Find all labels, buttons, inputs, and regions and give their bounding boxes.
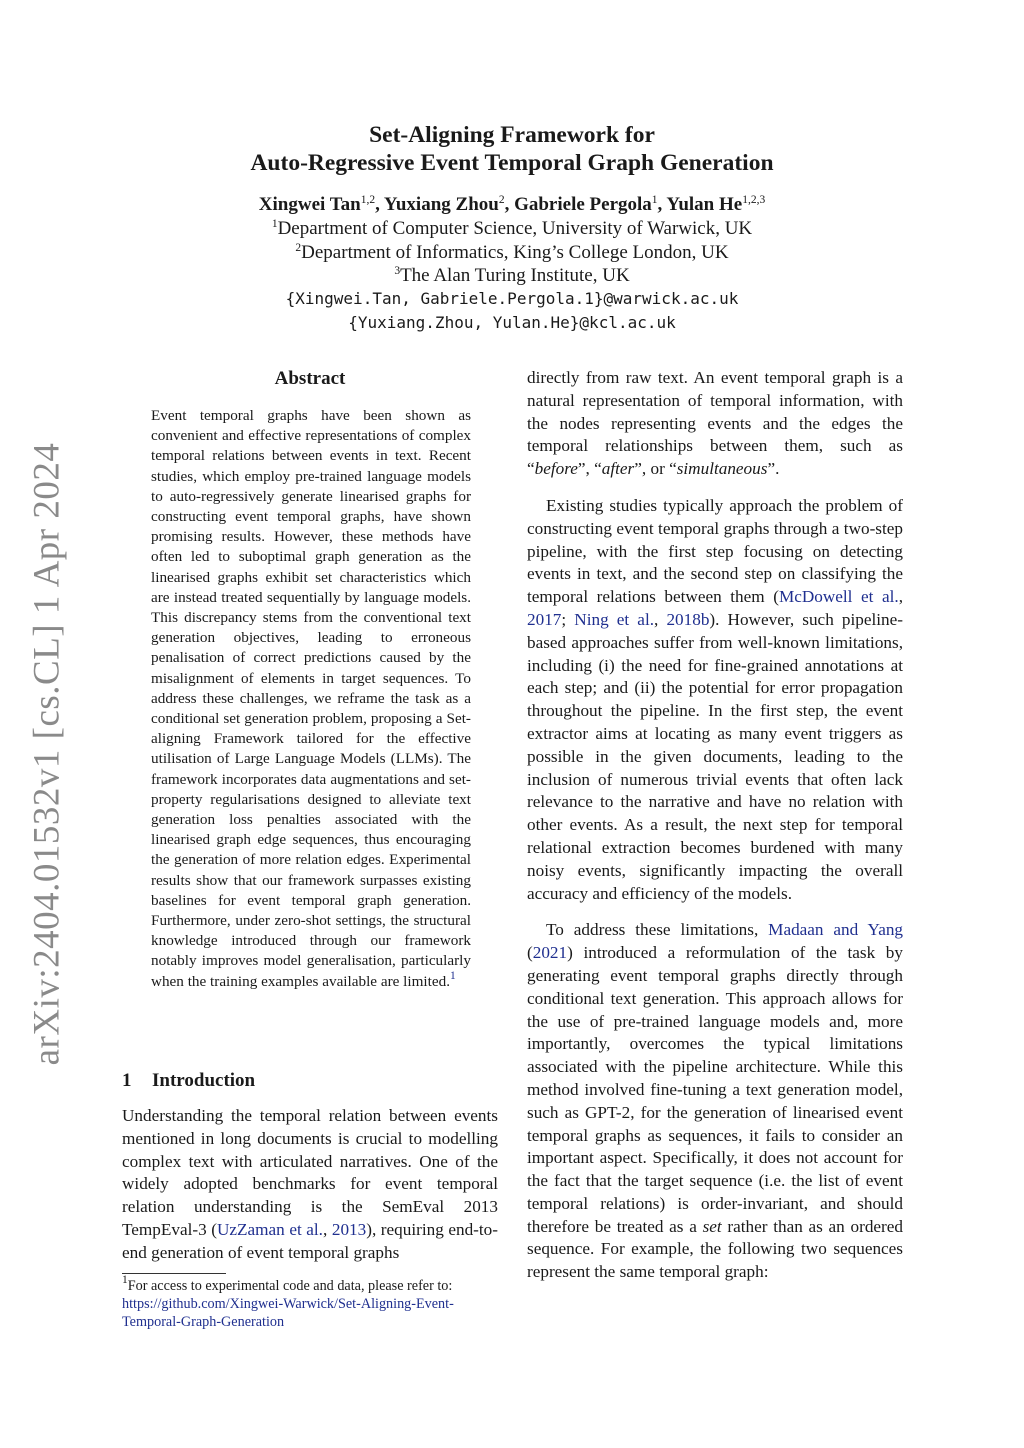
relation-term: after xyxy=(601,459,635,479)
title-line-2: Auto-Regressive Event Temporal Graph Generation xyxy=(250,150,774,176)
paragraph xyxy=(527,919,903,1284)
author-name: Yuxiang Zhou xyxy=(383,194,499,215)
paragraph-text: ), requiring end-to-end generation of event temporal graphs xyxy=(122,1219,498,1262)
affiliation-text: Department of Computer Science, University of Warwick, UK xyxy=(277,218,753,239)
author-separator: , xyxy=(375,194,384,215)
citation-link[interactable]: 2018b xyxy=(666,609,710,629)
intro-paragraph xyxy=(122,1105,498,1265)
affiliation xyxy=(0,264,1024,288)
author-name: Yulan He xyxy=(666,194,743,215)
citation-link[interactable]: 2021 xyxy=(532,943,568,963)
affiliation xyxy=(0,217,1024,241)
paragraph-text: ) introduced a reformulation of the task by generating event temporal graphs directly through conditional text generation. This approach allows for the use of pre-trained language models and, more importantly, overcomes the typical limitations associated with the pipeline architecture. While this method involved fine-tuning a text generation model, such as GPT-2, for the generation of linearised event temporal graphs as sequences, it fails to consider an important aspect. Specifically, it does not account for the fact that the target sequence (i.e. the list of event temporal relations) is order-invariant, and should therefore be treated as a xyxy=(527,943,903,1236)
affiliation xyxy=(0,241,1024,265)
author-list xyxy=(0,193,1024,217)
author-affiliation-mark: 1,2,3 xyxy=(742,194,766,206)
footnote-marker[interactable]: 1 xyxy=(450,969,456,982)
paragraph-text: Existing studies typically approach the problem of constructing event temporal graphs through a two-step pipeline, with the first step focusing on detecting events in text, and the second step on classifying the temporal relations between them ( xyxy=(527,495,903,607)
paragraph-text: ”, or “ xyxy=(634,459,677,479)
affiliation-text: Department of Informatics, King’s College London, UK xyxy=(301,241,729,263)
section-title: Introduction xyxy=(152,1070,256,1091)
paragraph-text: rather than as an ordered sequence. For example, the following two sequences represent the same temporal graph: xyxy=(527,1216,903,1282)
author-separator: , xyxy=(657,194,667,215)
citation-link[interactable]: Ning et al. xyxy=(574,609,655,629)
paragraph xyxy=(527,367,903,481)
email-line: {Xingwei.Tan, Gabriele.Pergola.1}@warwick.ac.uk xyxy=(285,289,739,308)
paragraph-text: ”, “ xyxy=(577,459,602,479)
citation-link[interactable]: 2017 xyxy=(527,609,562,629)
abstract-heading: Abstract xyxy=(274,368,346,389)
affiliation-mark: 2 xyxy=(295,241,302,254)
author-name: Xingwei Tan xyxy=(258,194,361,215)
abstract-body xyxy=(151,406,471,992)
paragraph-text: ”. xyxy=(767,459,780,479)
paragraph-text: , xyxy=(898,587,903,607)
paper-title xyxy=(0,121,1024,177)
right-column xyxy=(527,367,903,1298)
title-line-1: Set-Aligning Framework for xyxy=(369,122,655,148)
paragraph-text: To address these limitations, xyxy=(546,920,769,940)
citation-link[interactable]: Madaan and Yang xyxy=(768,920,904,940)
section-heading xyxy=(122,1070,255,1092)
paragraph-text: , xyxy=(654,609,667,629)
author-affiliation-mark: 2 xyxy=(498,194,505,206)
footnote-text: For access to experimental code and data, please refer to: xyxy=(127,1278,453,1294)
author-affiliation-mark: 1,2 xyxy=(360,194,376,206)
author-affiliation-mark: 1 xyxy=(651,194,658,206)
paragraph xyxy=(527,495,903,905)
affiliation-mark: 1 xyxy=(271,218,278,230)
paragraph-text: ). However, such pipeline-based approaches suffer from well-known limitations, including (i) the need for fine-grained annotations at each step; and (ii) the potential for error propagation throughout the pipeline. In the first step, the event extractor aims at locating as many event triggers as possible in the given documents, leading to the inclusion of numerous trivial events that often lack relevance to the narrative and have no relation with other events. As a result, the next step for temporal relational extraction becomes burdened with many noisy events, significantly impacting the overall accuracy and efficiency of the models. xyxy=(527,609,903,903)
paragraph-text: ; xyxy=(561,609,575,629)
relation-term: simultaneous xyxy=(676,459,768,479)
email-line: {Yuxiang.Zhou, Yulan.He}@kcl.ac.uk xyxy=(348,313,676,332)
footnote-mark: 1 xyxy=(122,1274,128,1286)
author-separator: , xyxy=(504,194,515,215)
citation-link[interactable]: McDowell et al. xyxy=(778,587,899,607)
abstract-text: Event temporal graphs have been shown as convenient and effective representations of complex temporal relations between events in text. Recent studies, which employ pre-trained language models to auto-regressively generate linearised graphs for constructing event temporal graphs, have shown promising results. However, these methods have often led to suboptimal graph generation as the linearised graphs exhibit set characteristics which are instead treated sequentially by language models. This discrepancy stems from the conventional text generation objectives, leading to erroneous penalisation of correct predictions caused by the misalignment of elements in target sequences. To address these challenges, we reframe the task as a conditional set generation problem, proposing a Set-aligning Framework tailored for the effective utilisation of Large Language Models (LLMs). The framework incorporates data augmentations and set-property regularisations designed to alleviate text generation loss penalties associated with the linearised graph edge sequences, thus encouraging the generation of more relation edges. Experimental results show that our framework surpasses existing baselines for event temporal graph generation. Furthermore, under zero-shot settings, the structural knowledge introduced through our framework notably improves model generalisation, particularly when the training examples available are limited. xyxy=(151,407,471,990)
affiliation-mark: 3 xyxy=(394,265,401,277)
author-name: Gabriele Pergola xyxy=(514,194,652,215)
email-list xyxy=(0,287,1024,335)
emphasis: set xyxy=(702,1216,722,1236)
paragraph-text: directly from raw text. An event temporal graph is a natural representation of temporal information, with the nodes representing events and the edges the temporal relationships between them, such as “ xyxy=(527,368,903,479)
affiliation-text: The Alan Turing Institute, UK xyxy=(400,265,630,286)
paragraph-text: ( xyxy=(527,943,533,963)
arxiv-identifier: arXiv:2404.01532v1 [cs.CL] 1 Apr 2024 xyxy=(26,442,68,1066)
footnote-divider xyxy=(122,1273,226,1274)
paragraph-text: , xyxy=(322,1219,332,1239)
citation-link[interactable]: UzZaman et al. xyxy=(217,1219,323,1239)
repository-link[interactable]: https://github.com/Xingwei-Warwick/Set-Aligning-Event-Temporal-Graph-Generation xyxy=(122,1296,454,1330)
citation-link[interactable]: 2013 xyxy=(331,1219,367,1239)
relation-term: before xyxy=(534,459,578,479)
section-number: 1 xyxy=(122,1070,132,1091)
footnote xyxy=(122,1274,498,1331)
paragraph-text: Understanding the temporal relation between events mentioned in long documents is crucial to modelling complex text with articulated narratives. One of the widely adopted benchmarks for event temporal relation understanding is the SemEval 2013 TempEval-3 ( xyxy=(122,1106,498,1239)
affiliation-list xyxy=(0,217,1024,288)
